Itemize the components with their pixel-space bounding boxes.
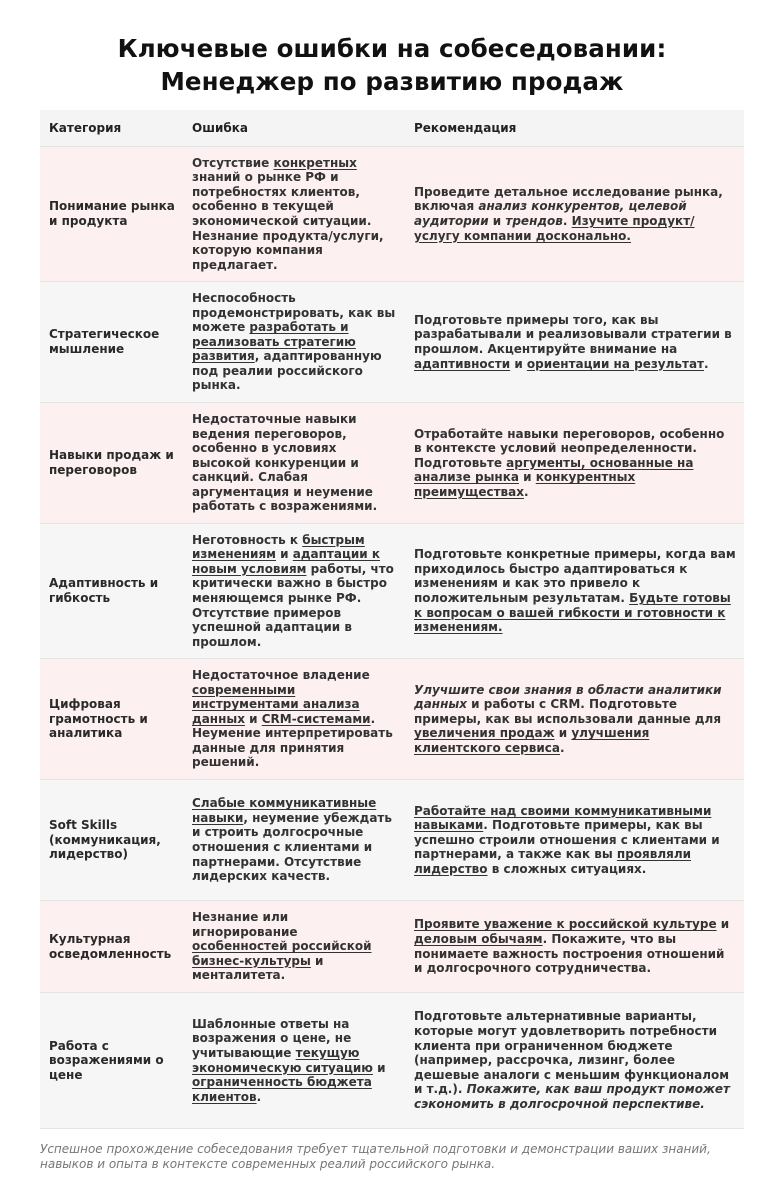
underlined-text: адаптации к новым условиям: [192, 547, 381, 576]
text-segment: .: [256, 1089, 262, 1104]
text-segment: , адаптированную под реалии российского рынка.: [192, 349, 382, 393]
text-segment: Подготовьте примеры того, как вы разрабатывали и реализовывали стратегии в прошлом. Акцентируйте внимание на: [414, 312, 732, 356]
cell-recommendation: [405, 524, 744, 659]
text-segment: . Покажите, что вы понимаете важность построения отношений и долгосрочного сотрудничества.: [414, 931, 725, 976]
cell-recommendation: [405, 659, 744, 780]
text-segment: Подготовьте альтернативные варианты, которые могут удовлетворить потребности клиента при ограниченном бюджете (например, рассрочка, лизинг, более дешевые аналоги с меньшим функционалом и т.д.).: [414, 1009, 730, 1097]
italic-text: трендов: [505, 214, 563, 228]
header-error: Ошибка: [183, 110, 405, 147]
header-recommendation: Рекомендация: [405, 110, 744, 147]
text-segment: .: [704, 356, 709, 371]
cell-category: Работа с возражениями о цене: [40, 993, 183, 1129]
text-segment: и: [716, 917, 730, 932]
text-segment: Недостаточное владение: [192, 667, 370, 682]
italic-text: Улучшите свои знания в области аналитики данных: [414, 682, 722, 712]
cell-recommendation: [405, 780, 744, 901]
underlined-text: Проявите уважение к российской культуре: [414, 917, 717, 932]
underlined-text: проявляли лидерство: [414, 847, 692, 876]
errors-table-wrapper: [40, 110, 744, 1129]
underlined-text: быстрым изменениям: [192, 532, 365, 562]
page-title-line-1: Ключевые ошибки на собеседовании:: [117, 34, 667, 63]
italic-text: анализ конкурентов, целевой аудитории: [414, 199, 687, 228]
cell-category: Навыки продаж и переговоров: [40, 403, 183, 524]
cell-recommendation: [405, 282, 744, 403]
underlined-text: разработать и реализовать стратегию развития: [192, 320, 356, 364]
text-segment: Шаблонные ответы на возражения о цене, не учитывающие: [192, 1016, 352, 1060]
text-segment: и: [554, 726, 572, 741]
text-segment: и: [244, 711, 262, 726]
text-segment: . Подготовьте примеры, как вы успешно строили отношения с клиентами и партнерами, а также как вы: [414, 818, 720, 862]
text-segment: , неумение убеждать и строить долгосрочные отношения с клиентами и партнерами. Отсутствие лидерских качеств.: [192, 810, 392, 884]
text-segment: Подготовьте конкретные примеры, когда вам приходилось быстро адаптироваться к изменениям и как это привело к положительным результатам.: [414, 547, 736, 605]
text-segment: Отсутствие: [192, 155, 274, 170]
errors-table: [40, 110, 744, 1129]
cell-category: Понимание рынка и продукта: [40, 147, 183, 282]
text-segment: и: [488, 214, 506, 228]
cell-recommendation: [405, 403, 744, 524]
table-body: [40, 147, 744, 1129]
text-segment: работы, что критически важно в быстро меняющемся рынке РФ. Отсутствие примеров успешной адаптации в прошлом.: [192, 561, 394, 649]
table-row: [40, 780, 744, 901]
text-segment: . Неумение интерпретировать данные для принятия решений.: [192, 711, 393, 770]
text-segment: и: [275, 547, 293, 562]
underlined-text: Слабые коммуникативные навыки: [192, 796, 377, 825]
table-row: [40, 659, 744, 780]
text-segment: знаний о рынке РФ и потребностях клиентов, особенно в текущей экономической ситуации. Незнание продукта/услуги, которую компания предлагает.: [192, 170, 384, 272]
table-row: [40, 524, 744, 659]
cell-error: [183, 901, 405, 993]
text-segment: Недостаточные навыки ведения переговоров, особенно в условиях высокой конкуренции и санкций. Слабая аргументация и неумение работать с возражениями.: [192, 411, 378, 514]
table-header-row: [40, 110, 744, 147]
underlined-text: Изучите продукт/услугу компании досконально.: [414, 214, 695, 243]
text-segment: и работы с CRM. Подготовьте примеры, как вы использовали данные для: [414, 697, 722, 726]
underlined-text: современными инструментами анализа данных: [192, 682, 360, 726]
underlined-text: конкретных: [273, 155, 357, 170]
text-segment: и менталитета.: [192, 953, 324, 983]
cell-category: Адаптивность и гибкость: [40, 524, 183, 659]
cell-error: [183, 659, 405, 780]
cell-error: [183, 147, 405, 282]
underlined-text: увеличения продаж: [414, 726, 555, 741]
underlined-text: особенностей российской бизнес-культуры: [192, 939, 372, 968]
cell-recommendation: [405, 993, 744, 1129]
cell-category: Цифровая грамотность и аналитика: [40, 659, 183, 780]
text-segment: и: [372, 1060, 386, 1075]
underlined-text: конкурентных преимуществах: [414, 470, 636, 499]
table-row: [40, 403, 744, 524]
page-title-line-2: Менеджер по развитию продаж: [160, 67, 624, 96]
cell-error: [183, 524, 405, 659]
cell-error: [183, 282, 405, 403]
underlined-text: CRM-системами: [261, 711, 371, 726]
underlined-text: аргументы, основанные на анализе рынка: [414, 455, 694, 485]
cell-category: Культурная осведомленность: [40, 901, 183, 993]
page-title: [0, 0, 784, 98]
cell-category: Стратегическое мышление: [40, 282, 183, 403]
table-row: [40, 901, 744, 993]
header-category: Категория: [40, 110, 183, 147]
table-row: [40, 993, 744, 1129]
cell-recommendation: [405, 147, 744, 282]
underlined-text: адаптивности: [414, 356, 511, 371]
footer-note: Успешное прохождение собеседования требует тщательной подготовки и демонстрации ваших знаний, навыков и опыта в контексте современных реалий российского рынка.: [40, 1142, 711, 1171]
text-segment: .: [559, 740, 565, 755]
text-segment: Неготовность к: [192, 532, 303, 547]
cell-error: [183, 403, 405, 524]
text-segment: Отработайте навыки переговоров, особенно в контексте условий неопределенности. Подготовьте: [414, 426, 725, 470]
cell-error: [183, 993, 405, 1129]
underlined-text: деловым обычаям: [414, 931, 543, 946]
table-row: [40, 147, 744, 282]
underlined-text: Будьте готовы к вопросам о вашей гибкости и готовности к изменениям.: [414, 591, 731, 635]
underlined-text: ограниченность бюджета клиентов: [192, 1075, 372, 1104]
underlined-text: Работайте над своими коммуникативными навыками: [414, 803, 712, 833]
text-segment: в сложных ситуациях.: [487, 861, 647, 876]
underlined-text: ориентации на результат: [526, 356, 705, 371]
text-segment: и: [510, 356, 527, 371]
cell-recommendation: [405, 901, 744, 993]
text-segment: .: [562, 214, 572, 228]
text-segment: .: [523, 484, 529, 499]
cell-error: [183, 780, 405, 901]
italic-text: Покажите, как ваш продукт поможет сэкономить в долгосрочной перспективе.: [414, 1082, 731, 1111]
underlined-text: текущую экономическую ситуацию: [192, 1045, 373, 1075]
underlined-text: улучшения клиентского сервиса: [414, 726, 650, 755]
text-segment: Неспособность продемонстрировать, как вы можете: [192, 290, 396, 335]
cell-category: Soft Skills (коммуникация, лидерство): [40, 780, 183, 901]
text-segment: Проведите детальное исследование рынка, включая: [414, 184, 723, 214]
text-segment: Незнание или игнорирование: [192, 910, 298, 939]
table-row: [40, 282, 744, 403]
text-segment: и: [518, 470, 536, 485]
